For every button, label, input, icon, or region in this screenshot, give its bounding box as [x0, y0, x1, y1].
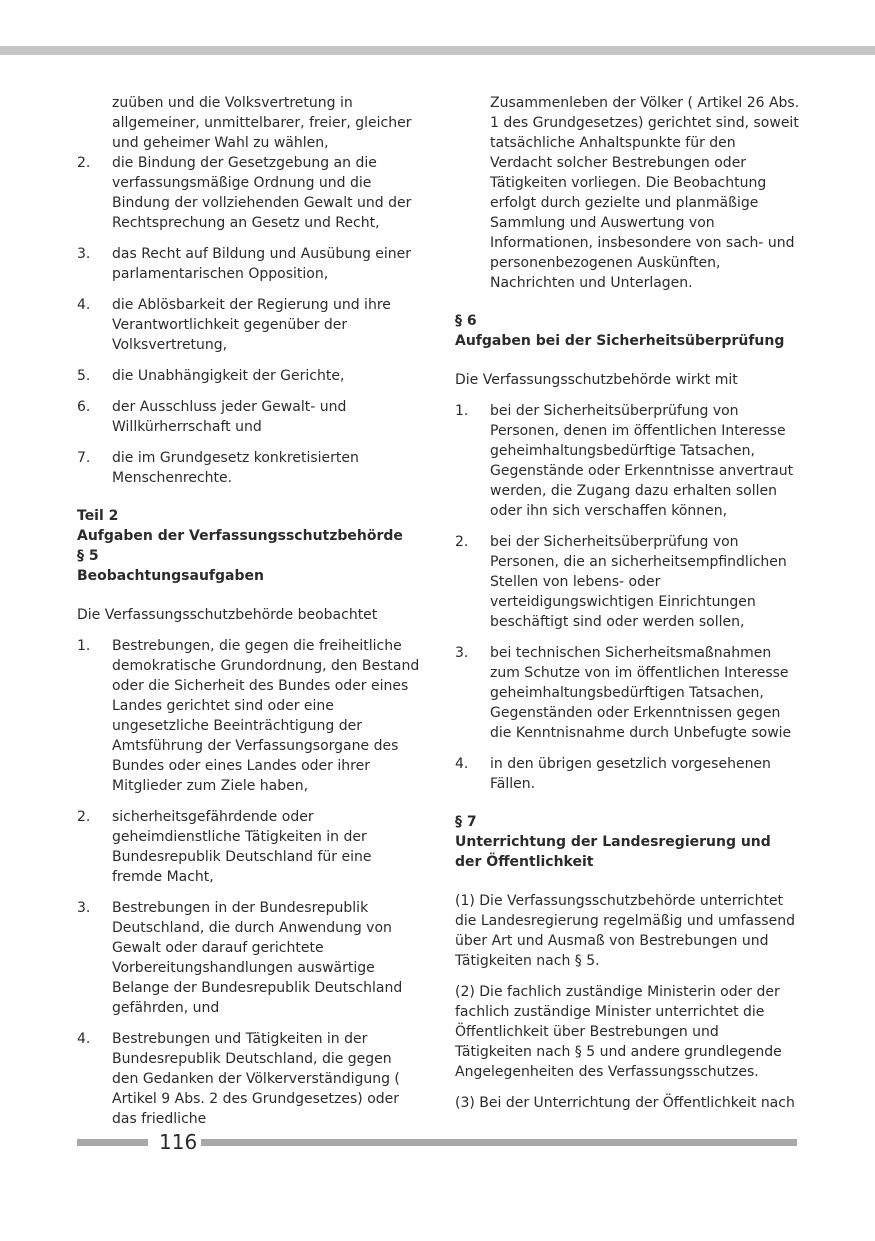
- right-column: [455, 93, 800, 1124]
- top-decorative-bar: [0, 46, 875, 55]
- teil-title: Aufgaben der Verfassungsschutzbehörde: [77, 528, 403, 544]
- section-heading: [455, 812, 800, 872]
- list-text: bei der Sicherheitsüberprüfung von Personen, denen im öffentlichen Interesse geheimhaltungsbedürftige Tatsachen, Gegenstände oder Erkenntnisse anvertraut werden, die Zugang dazu erhalten sollen oder ihn sich verschaffen können,: [490, 403, 794, 519]
- list-item: [455, 643, 800, 743]
- list-number: 2.: [77, 809, 91, 825]
- s6-lead-text: Die Verfassungsschutzbehörde wirkt mit: [455, 372, 738, 388]
- list-text: Bestrebungen, die gegen die freiheitliche demokratische Grundordnung, den Bestand oder die Sicherheit des Bundes oder eines Landes gerichtet sind oder eine ungesetzliche Beeinträchtigung der Amtsführung der Verfassungsorgane des Bundes oder eines Landes oder ihrer Mitglieder zum Ziele haben,: [112, 638, 420, 794]
- left-column: [77, 93, 422, 1140]
- list-text: das Recht auf Bildung und Ausübung einer parlamentarischen Opposition,: [112, 246, 412, 282]
- list-number: 7.: [77, 450, 91, 466]
- s7-label: § 7: [455, 814, 477, 830]
- paragraph: (1) Die Verfassungsschutzbehörde unterrichtet die Landesregierung regelmäßig und umfassend über Art und Ausmaß von Bestrebungen und Tätigkeiten nach § 5.: [455, 893, 795, 969]
- list-text: bei technischen Sicherheitsmaßnahmen zum Schutze von im öffentlichen Interesse geheimhaltungsbedürftigen Tatsachen, Gegenständen oder Erkenntnissen gegen die Kenntnisnahme durch Unbefugte sowie: [490, 645, 792, 741]
- list-item: [455, 754, 800, 794]
- list-text: in den übrigen gesetzlich vorgesehenen Fällen.: [490, 756, 771, 792]
- list-text: sicherheitsgefährdende oder geheimdienstliche Tätigkeiten in der Bundesrepublik Deutschland für eine fremde Macht,: [112, 809, 372, 885]
- list-item: [455, 532, 800, 632]
- list-item: [77, 295, 422, 355]
- list-text: bei der Sicherheitsüberprüfung von Personen, die an sicherheitsempfindlichen Stellen von lebens- oder verteidigungswichtigen Einrichtungen beschäftigt sind oder werden sollen,: [490, 534, 787, 630]
- list-number: 1.: [455, 403, 469, 419]
- list-number: 3.: [455, 645, 469, 661]
- list-number: 5.: [77, 368, 91, 384]
- page-footer: [77, 1128, 797, 1158]
- s6-title: Aufgaben bei der Sicherheitsüberprüfung: [455, 333, 785, 349]
- paragraph: (2) Die fachlich zuständige Ministerin oder der fachlich zuständige Minister unterrichtet die Öffentlichkeit über Bestrebungen und Tätigkeiten nach § 5 und andere grundlegende Angelegenheiten des Verfassungsschutzes.: [455, 984, 782, 1080]
- list-text: Bestrebungen in der Bundesrepublik Deutschland, die durch Anwendung von Gewalt oder darauf gerichtete Vorbereitungshandlungen auswärtige Belange der Bundesrepublik Deutschland gefährden, und: [112, 900, 403, 1016]
- list-number: 2.: [77, 155, 91, 171]
- section-heading: [77, 546, 422, 586]
- section-heading: [455, 311, 800, 351]
- footer-bar-left: [77, 1139, 148, 1146]
- list-item: [77, 448, 422, 488]
- list-number: 1.: [77, 638, 91, 654]
- paragraph: (3) Bei der Unterrichtung der Öffentlichkeit nach: [455, 1095, 795, 1111]
- list-item: [77, 807, 422, 887]
- s7-title: Unterrichtung der Landesregierung und der Öffentlichkeit: [455, 834, 771, 870]
- list-item: [77, 244, 422, 284]
- list-number: 3.: [77, 900, 91, 916]
- list-number: 3.: [77, 246, 91, 262]
- s5-label: § 5: [77, 548, 99, 564]
- list-item: [77, 636, 422, 796]
- footer-bar-right: [201, 1139, 797, 1146]
- list-text: die Bindung der Gesetzgebung an die verfassungsmäßige Ordnung und die Bindung der vollziehenden Gewalt und der Rechtsprechung an Gesetz und Recht,: [112, 155, 412, 231]
- continuation-text: zuüben und die Volksvertretung in allgemeiner, unmittelbarer, freier, gleicher und geheimer Wahl zu wählen,: [112, 95, 412, 151]
- list-text: der Ausschluss jeder Gewalt- und Willkürherrschaft und: [112, 399, 347, 435]
- section-heading: [77, 506, 422, 546]
- teil-label: Teil 2: [77, 508, 119, 524]
- list-item: [77, 366, 422, 386]
- list-text: die Unabhängigkeit der Gerichte,: [112, 368, 345, 384]
- list-item: [77, 898, 422, 1018]
- list-item: [77, 397, 422, 437]
- page-number: 116: [159, 1130, 198, 1154]
- list-text: die Ablösbarkeit der Regierung und ihre Verantwortlichkeit gegenüber der Volksvertretung,: [112, 297, 391, 353]
- list-item: [77, 1029, 422, 1129]
- list-number: 2.: [455, 534, 469, 550]
- s6-label: § 6: [455, 313, 477, 329]
- continuation-text: Zusammenleben der Völker ( Artikel 26 Abs. 1 des Grundgesetzes) gerichtet sind, soweit tatsächliche Anhaltspunkte für den Verdacht solcher Bestrebungen oder Tätigkeiten vorliegen. Die Beobachtung erfolgt durch gezielte und planmäßige Sammlung und Auswertung von Informationen, insbesondere von sach- und personenbezogenen Auskünften, Nachrichten und Unterlagen.: [490, 95, 800, 291]
- list-item: [455, 401, 800, 521]
- list-text: die im Grundgesetz konkretisierten Menschenrechte.: [112, 450, 359, 486]
- list-number: 6.: [77, 399, 91, 415]
- list-text: Bestrebungen und Tätigkeiten in der Bundesrepublik Deutschland, die gegen den Gedanken der Völkerverständigung ( Artikel 9 Abs. 2 des Grundgesetzes) oder das friedliche: [112, 1031, 400, 1127]
- list-item: [77, 153, 422, 233]
- list-number: 4.: [77, 297, 91, 313]
- list-number: 4.: [455, 756, 469, 772]
- list-number: 4.: [77, 1031, 91, 1047]
- s5-lead-text: Die Verfassungsschutzbehörde beobachtet: [77, 607, 378, 623]
- s5-title: Beobachtungsaufgaben: [77, 568, 264, 584]
